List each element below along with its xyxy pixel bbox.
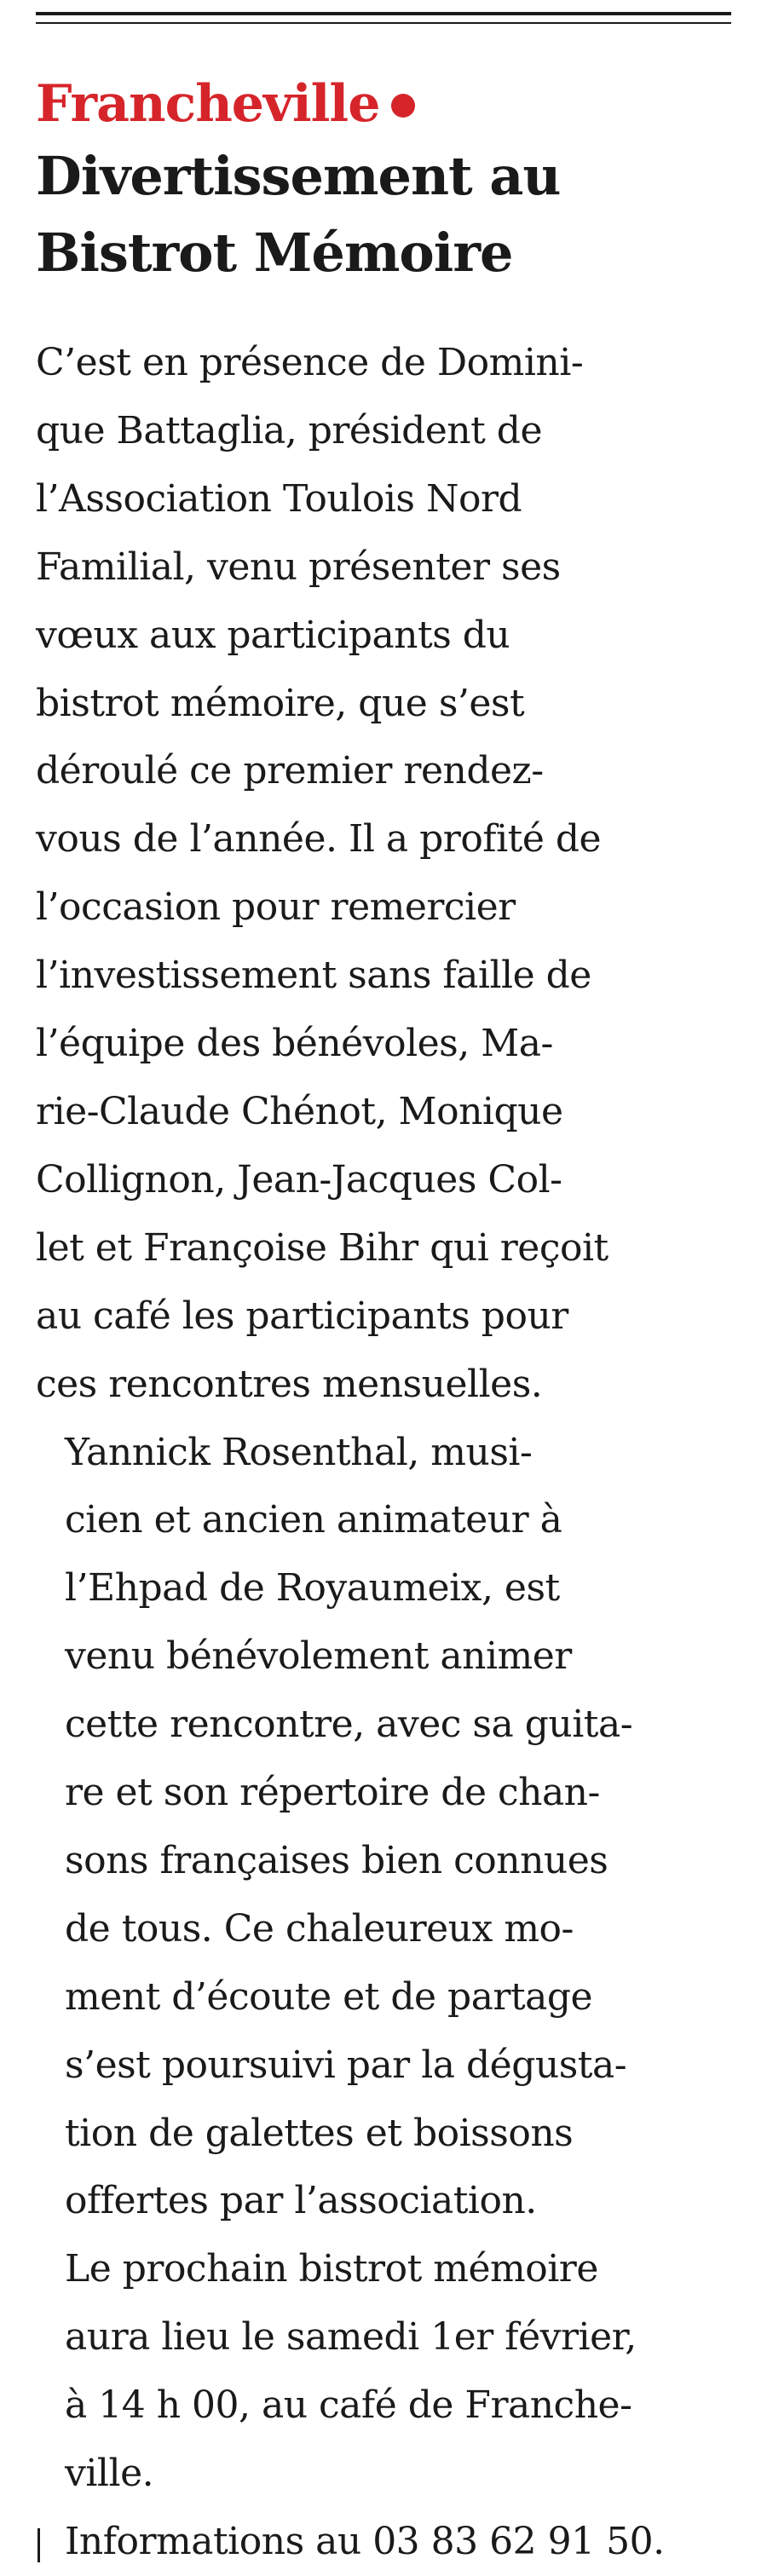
article-body (36, 329, 731, 2576)
article (36, 12, 731, 2563)
info-marker-icon (37, 2528, 40, 2562)
kicker (36, 70, 415, 138)
kicker-label: Francheville (36, 74, 380, 134)
top-rules (36, 12, 731, 24)
info-line (36, 2508, 731, 2576)
info-text: Informations au 03 83 62 91 50. (65, 2520, 665, 2563)
top-rule-thick (36, 12, 731, 15)
paragraph-2: Yannick Rosenthal, musi- cien et ancien animateur à l’Ehpad de Royaumeix, est venu bénévolement animer cette rencontre, avec sa guita- re et son répertoire de chan- sons françaises bien connues de tous. Ce chaleureux mo- ment d’écoute et de partage s’est poursuivi par la dégusta- tion de galettes et boissons offertes par l’association. (65, 1430, 633, 2223)
headline: Divertissement au Bistrot Mémoire (36, 145, 561, 284)
paragraph-1: C’est en présence de Domini- que Battaglia, président de l’Association Toulois Nord Familial, venu présenter ses vœux aux participants du bistrot mémoire, que s’est déroulé ce premier rendez- vous de l’année. Il a profité de l’occasion pour remercier l’investissement sans faille de l’équipe des bénévoles, Ma- rie-Claude Chénot, Monique Collignon, Jean-Jacques Col- let et Françoise Bihr qui reçoit au café les participants pour ces rencontres mensuelles. (36, 341, 608, 1406)
paragraph-3: Le prochain bistrot mémoire aura lieu le samedi 1er février, à 14 h 00, au café de Franche- ville. (65, 2247, 637, 2496)
top-rule-thin (36, 22, 731, 24)
red-dot-icon (391, 94, 415, 118)
